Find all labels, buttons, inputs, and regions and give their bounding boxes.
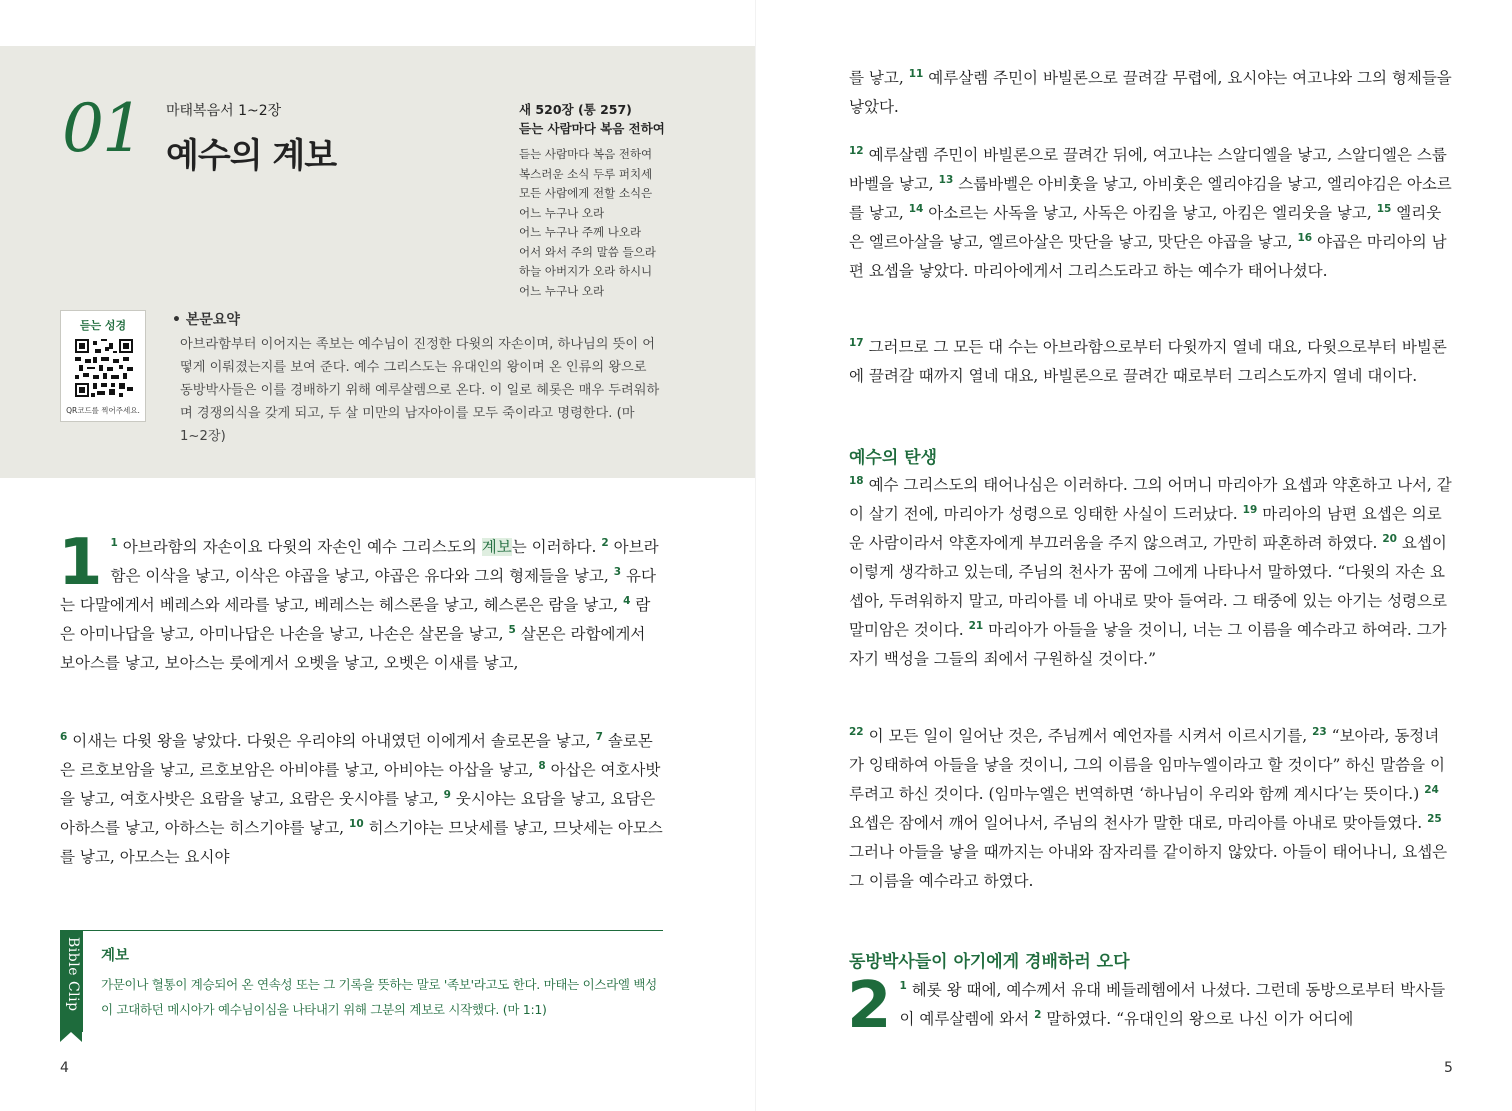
verse-number: 8: [538, 759, 546, 772]
verse-text: 아소르는 사독을 낳고, 사독은 아킴을 낳고, 아킴은 엘리웃을 낳고,: [928, 204, 1372, 222]
chapter-dropcap: 1: [58, 526, 103, 600]
verse-number: 10: [349, 817, 364, 830]
verse-text: 아브라함의 자손이요 다윗의 자손인 예수 그리스도의: [122, 538, 482, 556]
hymn-line: 어서 와서 주의 말씀 들으라: [519, 244, 656, 259]
page-number-right: 5: [1444, 1060, 1453, 1076]
hymn-lyrics: [519, 145, 656, 301]
verse-text: 이새는 다윗 왕을 낳았다. 다윗은 우리야의 아내였던 이에게서 솔로몬을 낳고,: [72, 732, 591, 750]
summary-heading: • 본문요약: [172, 312, 240, 328]
verse-text: 예수 그리스도의 태어나심은 이러하다. 그의 어머니 마리아가 요셉과 약혼하고 나서, 같이 살기 전에, 마리아가 성령으로 잉태한 사실이 드러났다.: [849, 476, 1452, 523]
glossary-link[interactable]: 계보: [481, 538, 512, 556]
verse-paragraph: [847, 969, 1453, 1043]
verse-text: 말하였다. “유대인의 왕으로 나신 이가 어디에: [1046, 1010, 1354, 1028]
panel-scallop-bottom: [0, 472, 756, 484]
verse-text: 헤롯 왕 때에, 예수께서 유대 베들레헴에서 나셨다. 그런데 동방으로부터 박사들이 예루살렘에 와서: [899, 981, 1446, 1028]
verse-number: 5: [508, 623, 516, 636]
verse-number: 25: [1427, 812, 1442, 825]
verse-number: 2: [601, 536, 609, 549]
chapter-title: 예수의 계보: [166, 136, 337, 176]
verse-text: 아삽은 여호사밧을 낳고, 여호사밧은 요람을 낳고, 요람은 웃시야를 낳고,: [60, 761, 661, 808]
verse-number: 3: [613, 565, 622, 578]
hymn-line: 어느 누구나 오라: [519, 283, 605, 298]
chapter-number: 01: [62, 90, 142, 167]
verse-number: 2: [1034, 1008, 1042, 1021]
bible-clip-text: 가문이나 혈통이 계승되어 온 연속성 또는 그 기록을 뜻하는 말로 '족보'라고도 한다. 마태는 이스라엘 백성이 고대하던 메시아가 예수님이심을 나타내기 위해 그분의 계보로 시작했다. (마 1:1): [101, 977, 657, 1017]
verse-number: 6: [60, 730, 68, 743]
hymn-heading: [519, 100, 665, 138]
verse-number: 14: [908, 202, 924, 215]
verse-paragraph: [849, 141, 1453, 286]
panel-scallop-top: [0, 40, 756, 52]
verse-text: 예루살렘 주민이 바빌론으로 끌려간 뒤에, 여고냐는 스알디엘을 낳고, 스알디엘은 스룹바벨을 낳고,: [849, 146, 1447, 193]
page-number-left: 4: [60, 1060, 69, 1076]
verse-number: 1: [110, 536, 118, 549]
verse-text: 요셉은 잠에서 깨어 일어나서, 주님의 천사가 말한 대로, 마리아를 아내로 맞아들였다.: [849, 814, 1423, 832]
verse-text: 마리아가 아들을 낳을 것이니, 너는 그 이름을 예수라고 하여라. 그가 자기 백성을 그들의 죄에서 구원하실 것이다.”: [849, 621, 1447, 668]
verse-text: 는 이러하다.: [511, 538, 597, 556]
verse-text: 웃시야는 요담을 낳고, 요담은 아하스를 낳고, 아하스는 히스기야를 낳고,: [60, 790, 656, 837]
verse-number: 23: [1312, 725, 1327, 738]
hymn-number: 새 520장 (통 257): [519, 102, 632, 117]
verse-number: 13: [938, 173, 954, 186]
verse-number: 24: [1424, 783, 1439, 796]
verse-number: 21: [968, 619, 984, 632]
verse-paragraph: [849, 722, 1453, 896]
hymn-line: 어느 누구나 오라: [519, 205, 605, 220]
verse-number: 12: [849, 144, 864, 157]
verse-text: 이 모든 일이 일어난 것은, 주님께서 예언자를 시켜서 이르시기를,: [868, 727, 1308, 745]
hymn-line: 모든 사람에게 전할 소식은: [519, 186, 653, 200]
section-heading: 예수의 탄생: [849, 448, 938, 468]
verse-text: 히스기야는 므낫세를 낳고, 므낫세는 아모스를 낳고, 아모스는 요시야: [60, 819, 663, 866]
verse-paragraph: [849, 471, 1453, 674]
book-range: 마태복음서 1~2장: [166, 103, 282, 119]
verse-text: “보아라, 동정녀가 잉태하여 아들을 낳을 것이니, 그의 이름을 임마누엘이라고 할 것이다” 하신 말씀을 이루려고 하신 것이다. (임마누엘은 번역하면 ‘하나님이 우리와 함께 계시다’는 뜻이다.): [849, 727, 1446, 803]
verse-number: 19: [1242, 503, 1258, 516]
qr-audio-box[interactable]: [60, 310, 146, 422]
qr-label: 듣는 성경: [79, 319, 127, 332]
verse-text: 야곱은 마리아의 남편 요셉을 낳았다. 마리아에게서 그리스도라고 하는 예수가 태어나셨다.: [849, 233, 1447, 280]
verse-number: 16: [1297, 231, 1313, 244]
verse-text: 유다는 다말에게서 베레스와 세라를 낳고, 베레스는 헤스론을 낳고, 헤스론은 람을 낳고,: [60, 567, 656, 614]
verse-number: 9: [443, 788, 451, 801]
summary-text: 아브라함부터 이어지는 족보는 예수님이 진정한 다윗의 자손이며, 하나님의 뜻이 어떻게 이뤄졌는지를 보여 준다. 예수 그리스도는 유대인의 왕이며 온 인류의 왕으로 동방박사들은 이를 경배하기 위해 예루살렘으로 온다. 이 일로 헤롯은 매우 두려워하며 경쟁의식을 갖게 되고, 두 살 미만의 남자아이를 모두 죽이라고 명령한다. (마 1~2장): [180, 337, 660, 444]
verse-text: 를 낳고,: [849, 69, 904, 87]
chapter-dropcap: 2: [847, 969, 892, 1043]
verse-number: 18: [849, 474, 864, 487]
qr-note: QR코드를 찍어주세요.: [66, 406, 140, 415]
verse-text: 엘리웃은 엘르아살을 낳고, 엘르아살은 맛단을 낳고, 맛단은 야곱을 낳고,: [849, 204, 1442, 251]
verse-text: 그러나 아들을 낳을 때까지는 아내와 잠자리를 같이하지 않았다. 아들이 태어나니, 요셉은 그 이름을 예수라고 하였다.: [849, 843, 1448, 890]
section-heading: 동방박사들이 아기에게 경배하러 오다: [849, 952, 1130, 972]
right-page: [756, 0, 1512, 1111]
qr-code-icon[interactable]: [75, 339, 133, 397]
verse-number: 22: [849, 725, 864, 738]
verse-number: 7: [595, 730, 603, 743]
verse-text: 살몬은 라합에게서 보아스를 낳고, 보아스는 룻에게서 오벳을 낳고, 오벳은 이새를 낳고,: [60, 625, 646, 672]
verse-text: 스룹바벨은 아비훗을 낳고, 아비훗은 엘리야김을 낳고, 엘리야김은 아소르를 낳고,: [849, 175, 1452, 222]
verse-paragraph: [849, 64, 1453, 122]
verse-text: 마리아의 남편 요셉은 의로운 사람이라서 약혼자에게 부끄러움을 주지 않으려고, 가만히 파혼하려 하였다.: [849, 505, 1442, 552]
verse-number: 20: [1382, 532, 1397, 545]
verse-text: 아브라함은 이삭을 낳고, 이삭은 야곱을 낳고, 야곱은 유다와 그의 형제들을 낳고,: [110, 538, 659, 585]
verse-text: 예루살렘 주민이 바빌론으로 끌려갈 무렵에, 요시야는 여고냐와 그의 형제들을 낳았다.: [849, 69, 1452, 116]
hymn-line: 듣는 사람마다 복음 전하여: [519, 147, 653, 161]
verse-text: 요셉이 이렇게 생각하고 있는데, 주님의 천사가 꿈에 그에게 나타나서 말하였다. “다윗의 자손 요셉아, 두려워하지 말고, 마리아를 네 아내로 맞아 들여라. 그 태중에 있는 아기는 성령으로 말미암은 것이다.: [849, 534, 1447, 639]
verse-paragraph: [58, 526, 663, 678]
hymn-line: 복스러운 소식 두루 퍼치세: [519, 166, 653, 181]
verse-paragraph: [849, 333, 1453, 391]
verse-number: 4: [623, 594, 631, 607]
verse-text: 그러므로 그 모든 대 수는 아브라함으로부터 다윗까지 열네 대요, 다윗으로부터 바빌론에 끌려갈 때까지 열네 대요, 바빌론으로 끌려간 때로부터 그리스도까지 열네 대이다.: [849, 338, 1447, 385]
hymn-line: 하늘 아버지가 오라 하시니: [519, 264, 653, 278]
bible-clip-label: Bible Clip: [65, 937, 81, 1012]
bible-clip-title: 계보: [101, 948, 130, 964]
bible-clip-rule: [60, 930, 663, 931]
hymn-line: 어느 누구나 주께 나오라: [519, 225, 642, 239]
verse-text: 람은 아미나답을 낳고, 아미나답은 나손을 낳고, 나손은 살몬을 낳고,: [60, 596, 651, 643]
verse-number: 1: [899, 979, 907, 992]
hymn-title: 듣는 사람마다 복음 전하여: [519, 121, 665, 136]
verse-number: 15: [1376, 202, 1392, 215]
verse-number: 11: [908, 67, 924, 80]
verse-paragraph: [60, 727, 663, 872]
verse-text: 솔로몬은 르호보암을 낳고, 르호보암은 아비야를 낳고, 아비야는 아삽을 낳고,: [60, 732, 653, 779]
verse-number: 17: [849, 336, 864, 349]
